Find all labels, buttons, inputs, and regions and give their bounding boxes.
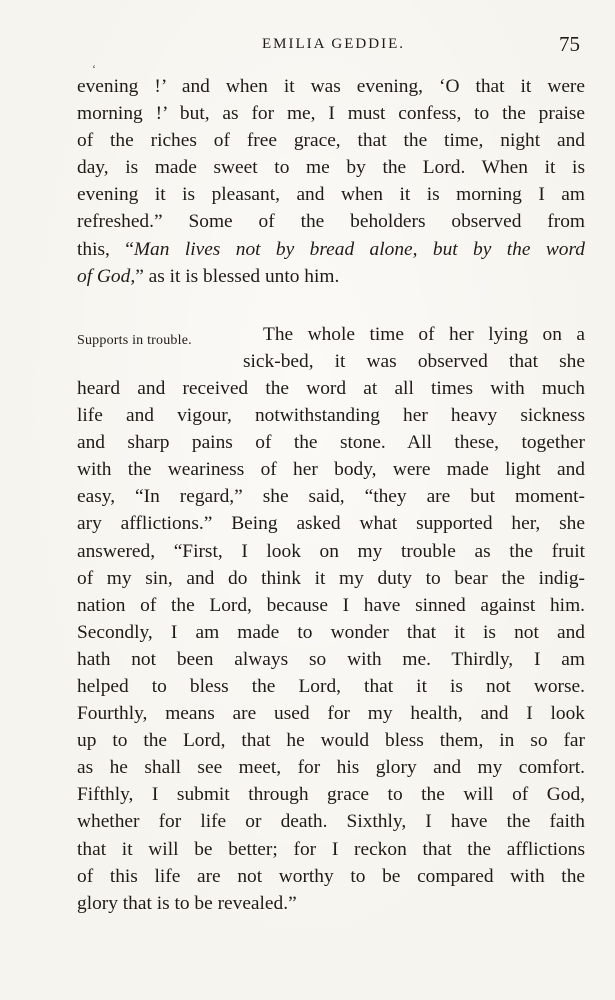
text-line: nation of the Lord, because I have sinned against him. xyxy=(77,594,585,616)
text-line: heard and received the word at all times with much xyxy=(77,377,585,399)
margin-sidenote: Supports in trouble. xyxy=(77,332,192,348)
text-line: answered, “First, I look on my trouble as the fruit xyxy=(77,540,585,562)
text-line: day, is made sweet to me by the Lord. When it is xyxy=(77,157,585,179)
text-line: helped to bless the Lord, that it is not worse. xyxy=(77,675,585,697)
text-line: with the weariness of her body, were made light and xyxy=(77,459,585,481)
stray-mark: ‘ xyxy=(92,62,96,76)
text-line: morning !’ but, as for me, I must confess, to the praise xyxy=(77,103,585,125)
text-line: life and vigour, notwithstanding her heavy sickness xyxy=(77,405,585,427)
text-line: hath not been always so with me. Thirdly, I am xyxy=(77,648,585,670)
paragraph-2 xyxy=(77,321,585,917)
paragraph-gap xyxy=(77,290,585,321)
text-line: sick-bed, it was observed that she xyxy=(243,350,585,372)
paragraph-1 xyxy=(77,73,585,290)
text-line: Fifthly, I submit through grace to the will of God, xyxy=(77,784,585,806)
text-line: as he shall see meet, for his glory and my comfort. xyxy=(77,757,585,779)
text-line: easy, “In regard,” she said, “they are but moment- xyxy=(77,486,585,508)
running-title: EMILIA GEDDIE. xyxy=(262,36,405,52)
text-line: The whole time of her lying on a xyxy=(263,323,585,345)
italic-quotation: of God, xyxy=(77,265,136,287)
text-line: of the riches of free grace, that the time, night and xyxy=(77,130,585,152)
text-line: refreshed.” Some of the beholders observed from xyxy=(77,211,585,233)
text-line: that it will be better; for I reckon that the afflictions xyxy=(77,838,585,860)
text-line: of this life are not worthy to be compared with the xyxy=(77,865,585,887)
text-line: whether for life or death. Sixthly, I have the faith xyxy=(77,811,585,833)
text-fragment: this, “ xyxy=(77,238,134,260)
page-number: 75 xyxy=(559,32,580,56)
text-line xyxy=(77,263,585,290)
text-line: up to the Lord, that he would bless them, in so far xyxy=(77,730,585,752)
running-head xyxy=(0,32,615,76)
text-line: evening it is pleasant, and when it is morning I am xyxy=(77,184,585,206)
text-line: Fourthly, means are used for my health, and I look xyxy=(77,703,585,725)
text-line: and sharp pains of the stone. All these, together xyxy=(77,432,585,454)
text-line: evening !’ and when it was evening, ‘O that it were xyxy=(77,76,585,97)
text-line: glory that is to be revealed.” xyxy=(77,892,297,914)
italic-quotation: Man lives not by bread alone, but by the word xyxy=(133,238,585,260)
text-line: of my sin, and do think it my duty to bear the indig- xyxy=(77,567,585,589)
text-fragment: ” as it is blessed unto him. xyxy=(135,265,340,287)
text-line xyxy=(77,236,585,263)
body-text xyxy=(77,73,585,917)
text-line: ary afflictions.” Being asked what supported her, she xyxy=(77,513,585,535)
text-line: Secondly, I am made to wonder that it is not and xyxy=(77,621,585,643)
